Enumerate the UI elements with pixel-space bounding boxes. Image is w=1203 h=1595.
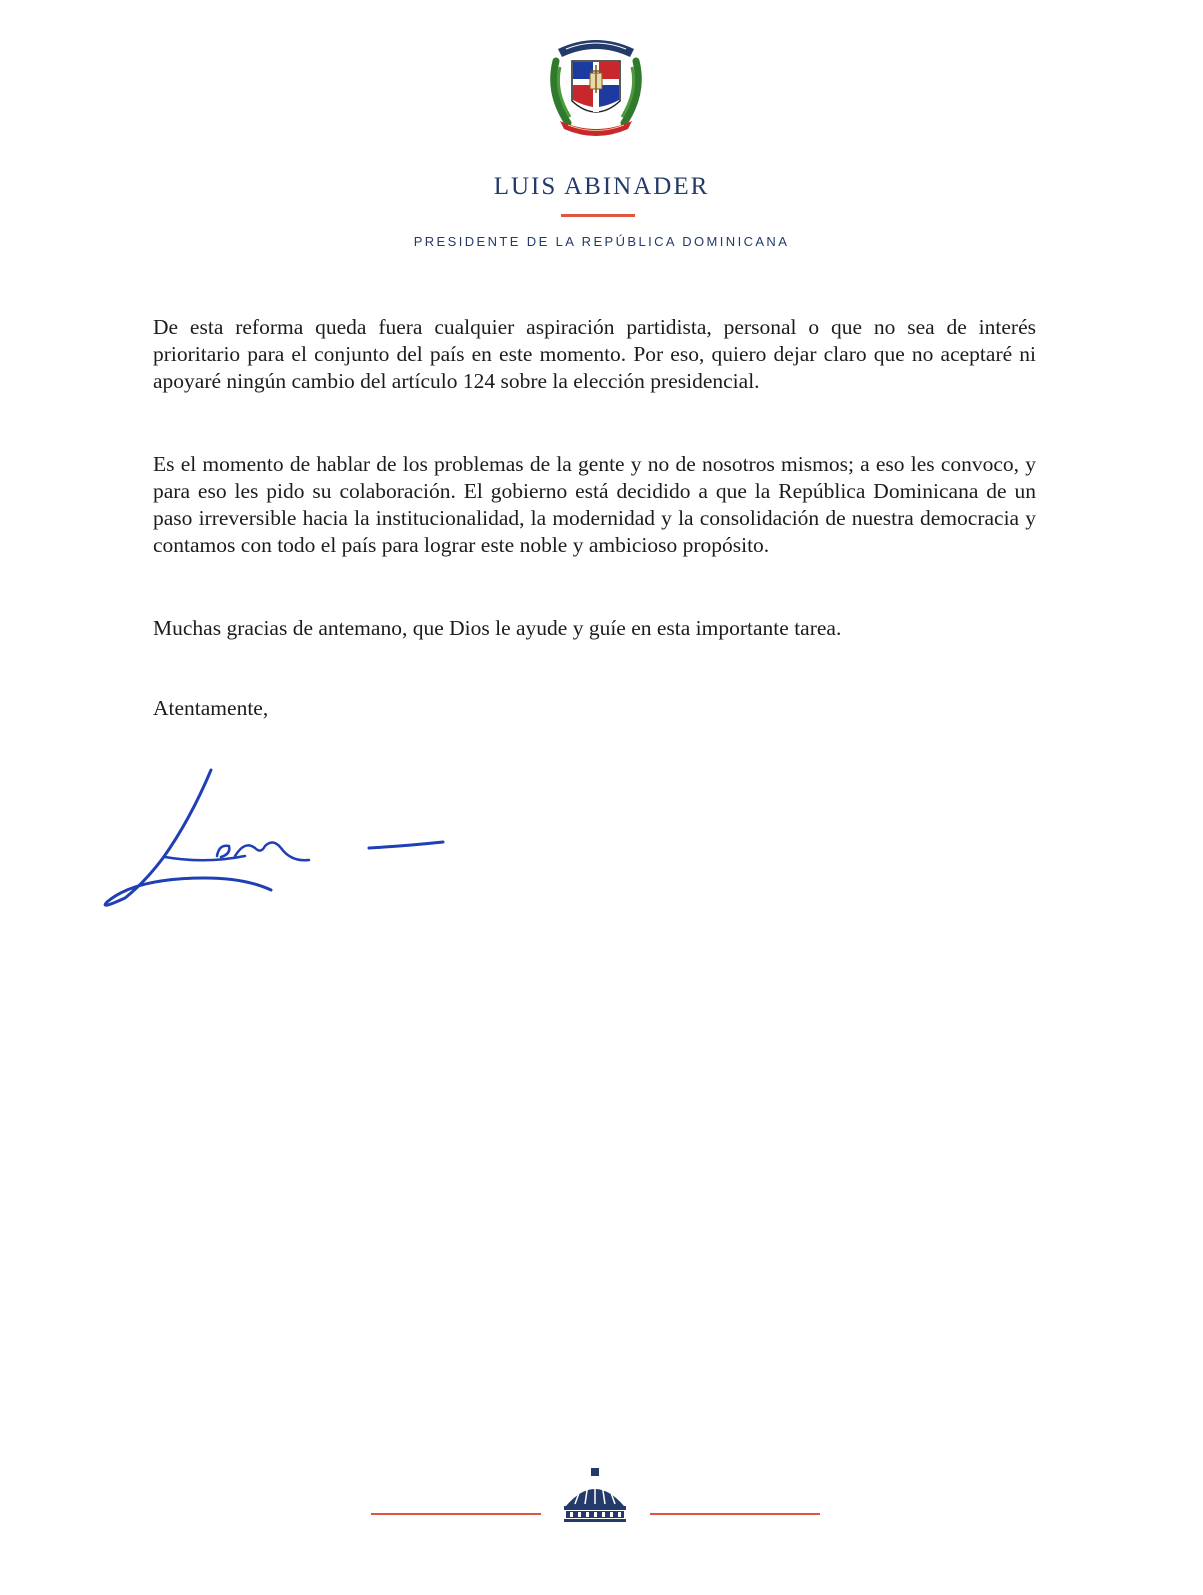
footer-rule-left xyxy=(371,1513,541,1515)
paragraph-3: Muchas gracias de antemano, que Dios le ayude y guíe en esta importante tarea. xyxy=(153,616,842,640)
footer-rule-right xyxy=(650,1513,820,1515)
name-underline xyxy=(561,214,635,217)
sender-name: LUIS ABINADER xyxy=(493,173,710,200)
signature-icon xyxy=(95,760,455,910)
paragraph-1: De esta reforma queda fuera cualquier aspiración partidista, personal o que no sea de interés prioritario para el conjunto del país en este momento. Por eso, quiero dejar claro que no aceptaré ni apoyaré ningún cambio del artículo 124 sobre la elección presidencial. xyxy=(153,315,1036,393)
closing-salutation: Atentamente, xyxy=(153,696,269,720)
sender-title: PRESIDENTE DE LA REPÚBLICA DOMINICANA xyxy=(413,234,790,249)
national-palace-dome-icon xyxy=(560,1466,630,1526)
paragraph-2: Es el momento de hablar de los problemas de la gente y no de nosotros mismos; a eso les convoco, y para eso les pido su colaboración. El gobierno está decidido a que la República Dominicana de un paso irreversible hacia la institucionalidad, la modernidad y la consolidación de nuestra democracia y contamos con todo el país para lograr este noble y ambicioso propósito. xyxy=(153,452,1036,557)
coat-of-arms-icon xyxy=(546,33,646,139)
